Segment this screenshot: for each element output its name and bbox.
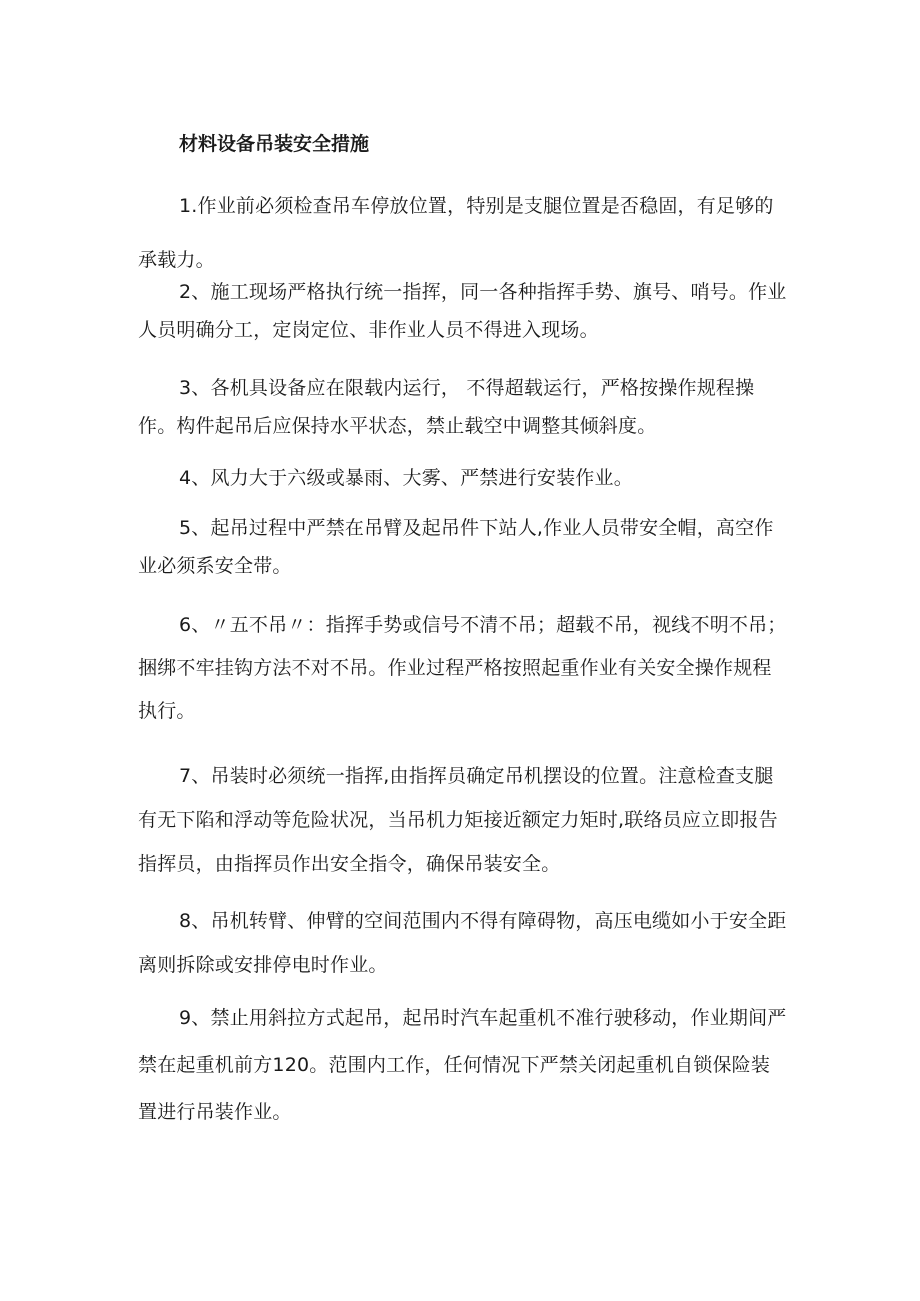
measure-item-1: 1.作业前必须检查吊车停放位置，特别是支腿位置是否稳固，有足够的承载力。 xyxy=(138,195,774,271)
measure-item-7: 7、吊装时必须统一指挥,由指挥员确定吊机摆设的位置。注意检查支腿有无下陷和浮动等危险状况，当吊机力矩接近额定力矩时,联络员应立即报告指挥员，由指挥员作出安全指令，确保吊装安全。 xyxy=(138,765,778,875)
document-title: 材料设备吊装安全措施 xyxy=(179,133,370,155)
measure-item-9: 9、禁止用斜拉方式起吊，起吊时汽车起重机不准行驶移动，作业期间严禁在起重机前方120。范围内工作，任何情况下严禁关闭起重机自锁保险装置进行吊装作业。 xyxy=(138,1007,787,1123)
measure-item-6: 6、〃五不吊〃：指挥手势或信号不清不吊；超载不吊，视线不明不吊；捆绑不牢挂钩方法不对不吊。作业过程严格按照起重作业有关安全操作规程执行。 xyxy=(138,614,787,722)
measure-item-2: 2、施工现场严格执行统一指挥，同一各种指挥手势、旗号、哨号。作业人员明确分工，定岗定位、非作业人员不得进入现场。 xyxy=(138,281,787,341)
measure-item-4: 4、风力大于六级或暴雨、大雾、严禁进行安装作业。 xyxy=(179,467,633,489)
measure-item-5: 5、起吊过程中严禁在吊臂及起吊件下站人,作业人员带安全帽，高空作业必须系安全带。 xyxy=(138,517,774,577)
measure-item-8: 8、吊机转臂、伸臂的空间范围内不得有障碍物，高压电缆如小于安全距离则拆除或安排停电时作业。 xyxy=(138,910,787,976)
measure-item-3: 3、各机具设备应在限载内运行， 不得超载运行，严格按操作规程操作。构件起吊后应保持水平状态，禁止载空中调整其倾斜度。 xyxy=(138,377,755,437)
